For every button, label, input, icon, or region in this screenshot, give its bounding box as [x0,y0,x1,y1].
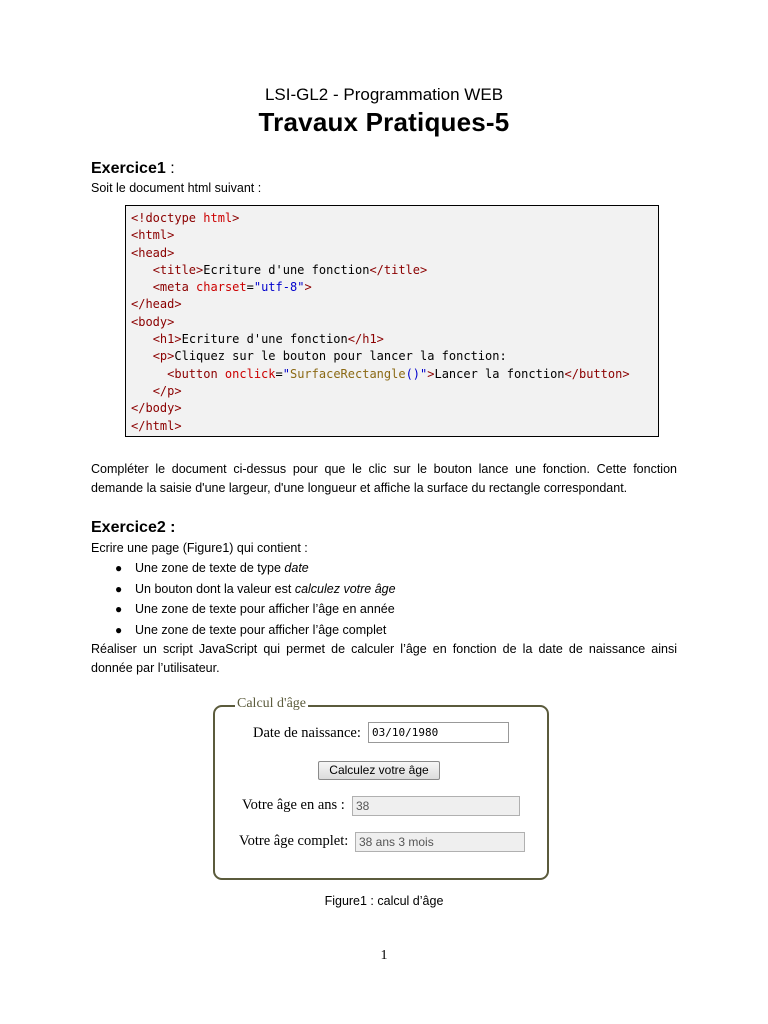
exercise2-intro: Ecrire une page (Figure1) qui contient : [91,541,308,555]
code-line: </body> [131,401,182,416]
age-years-label: Votre âge en ans : [242,797,345,813]
code-line: <title>Ecriture d'une fonction</title> [152,262,428,277]
code-line: <body> [131,314,175,329]
code-line: </p> [152,383,182,398]
code-line: <!doctype html> [131,211,240,225]
page-number: 1 [380,948,388,963]
list-item: ● Une zone de texte pour afficher l’âge complet [115,622,387,637]
code-line: <button onclick="SurfaceRectangle()">Lancer la fonction</button> [167,366,630,381]
code-block [125,205,659,437]
fieldset-legend: Calcul d'âge [237,696,306,711]
code-line: </head> [131,297,182,312]
code-line: <meta charset="utf-8"> [152,280,312,295]
exercise2-heading: Exercice2 : [91,519,176,536]
exercise1-instruction: Compléter le document ci-dessus pour que le clic sur le bouton lance une fonction. Cette fonction demande la saisie d'une largeur, d'une longueur et affiche la surface du rectangle correspondant. [91,462,677,495]
code-line: <p>Cliquez sur le bouton pour lancer la fonction: [152,349,507,364]
code-line: <head> [131,245,175,260]
code-line: </html> [131,418,182,433]
figure-caption: Figure1 : calcul d’âge [324,894,444,908]
list-item: ● Un bouton dont la valeur est calculez votre âge [115,581,396,596]
exercise1-heading [91,160,175,178]
calculate-age-button[interactable]: Calculez votre âge [318,761,440,780]
age-years-field[interactable]: 38 [352,796,520,816]
exercise1-intro: Soit le document html suivant : [91,181,262,195]
code-line: <h1>Ecriture d'une fonction</h1> [152,332,384,347]
exercise2-task: Réaliser un script JavaScript qui permet de calculer l’âge en fonction de la date de naissance ainsi donnée par l’utilisateur. [91,642,677,675]
age-full-label: Votre âge complet: [239,833,349,849]
list-item: ● Une zone de texte de type date [115,561,309,575]
course-name: LSI-GL2 - Programmation WEB [264,85,504,104]
exercise1-heading-colon: : [170,160,175,177]
requirements-list [91,558,677,640]
age-full-field[interactable]: 38 ans 3 mois [355,832,525,852]
code-line: <html> [131,228,175,243]
list-item: ● Une zone de texte pour afficher l’âge en année [115,602,395,616]
birthdate-input[interactable]: 03/10/1980 [368,722,509,743]
birthdate-label: Date de naissance: [253,725,361,741]
page-title: Travaux Pratiques-5 [258,107,510,137]
exercise1-heading-text: Exercice1 [91,160,166,177]
